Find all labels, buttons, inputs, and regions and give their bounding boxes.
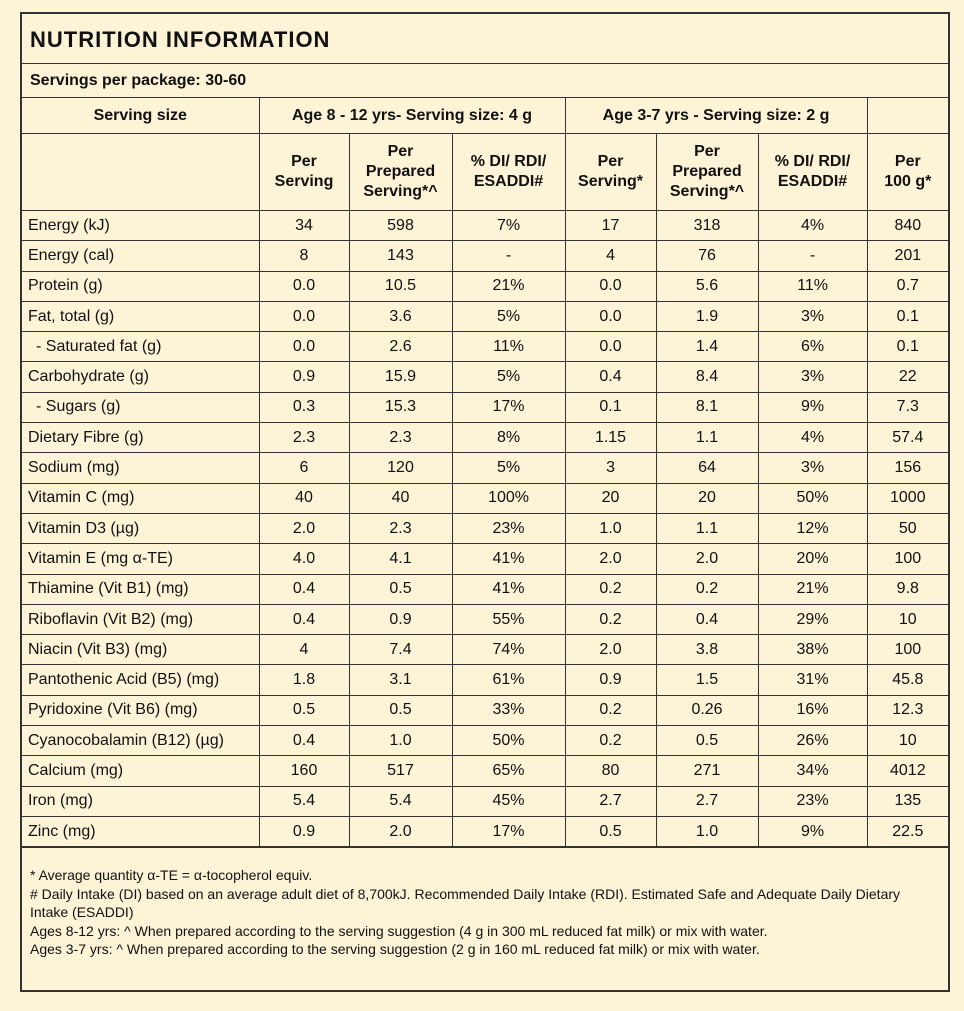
header-line: Per [291,153,317,170]
nutrient-value: 20% [758,544,867,574]
per-serving-3-7-header [565,134,656,211]
nutrient-value: 76 [656,241,758,271]
nutrient-value: 0.1 [565,392,656,422]
table-row [22,211,948,241]
table-row [22,816,948,846]
nutrient-value: 598 [349,211,452,241]
nutrient-value: 17 [565,211,656,241]
nutrient-value: 0.26 [656,695,758,725]
nutrient-label: Iron (mg) [22,786,259,816]
nutrient-value: 156 [867,453,948,483]
servings-per-package: Servings per package: 30-60 [22,64,948,98]
nutrient-value: - [758,241,867,271]
nutrient-value: 0.9 [349,604,452,634]
nutrient-value: 8 [259,241,349,271]
nutrient-value: 20 [656,483,758,513]
nutrient-value: 0.4 [565,362,656,392]
serving-size-header: Serving size [22,98,259,134]
nutrient-value: 0.7 [867,271,948,301]
nutrient-value: 0.5 [349,695,452,725]
nutrient-value: 0.4 [259,574,349,604]
nutrient-value: 57.4 [867,423,948,453]
nutrient-value: 3% [758,453,867,483]
nutrient-value: 55% [452,604,565,634]
nutrient-value: 2.3 [259,423,349,453]
nutrient-value: 9% [758,816,867,846]
header-line: Per [694,143,720,160]
table-row [22,604,948,634]
table-row [22,574,948,604]
nutrient-value: 0.3 [259,392,349,422]
table-row [22,544,948,574]
nutrient-value: 2.0 [565,635,656,665]
nutrient-value: 11% [452,332,565,362]
header-line: Serving*^ [363,183,438,200]
nutrient-value: 4 [259,635,349,665]
nutrient-value: 3% [758,362,867,392]
nutrient-value: 9.8 [867,574,948,604]
header-line: Serving [274,173,334,190]
header-line: Prepared [672,163,742,180]
nutrient-value: 2.7 [656,786,758,816]
nutrient-value: 5.4 [349,786,452,816]
nutrient-value: 64 [656,453,758,483]
nutrient-value: 0.0 [565,271,656,301]
nutrient-value: 3% [758,301,867,331]
di-rdi-esaddi-8-12-header [452,134,565,211]
nutrient-value: 2.0 [565,544,656,574]
nutrient-value: 1.1 [656,423,758,453]
nutrient-value: 318 [656,211,758,241]
nutrient-value: 7% [452,211,565,241]
nutrient-value: 0.5 [565,816,656,846]
nutrient-value: 7.4 [349,635,452,665]
nutrient-value: 40 [259,483,349,513]
footnote-line: Ages 3-7 yrs: ^ When prepared according to the serving suggestion (2 g in 160 mL reduced fat milk) or mix with water. [30,941,760,958]
nutrient-label: Dietary Fibre (g) [22,423,259,453]
nutrient-label: Vitamin D3 (µg) [22,513,259,543]
nutrient-value: 31% [758,665,867,695]
nutrient-value: 65% [452,756,565,786]
nutrient-value: 0.2 [565,574,656,604]
nutrient-value: 12.3 [867,695,948,725]
age-8-12-header: Age 8 - 12 yrs- Serving size: 4 g [259,98,565,134]
table-row [22,423,948,453]
nutrient-value: 1.0 [349,726,452,756]
nutrient-value: 10.5 [349,271,452,301]
table-row [22,756,948,786]
nutrient-label: Carbohydrate (g) [22,362,259,392]
table-row [22,392,948,422]
nutrient-value: 0.2 [656,574,758,604]
nutrient-value: 201 [867,241,948,271]
di-rdi-esaddi-3-7-header [758,134,867,211]
nutrient-value: 1.15 [565,423,656,453]
header-line: Prepared [365,163,436,180]
nutrient-value: 0.0 [259,271,349,301]
per-prepared-serving-3-7-header [656,134,758,211]
nutrient-label: - Saturated fat (g) [22,332,259,362]
nutrient-value: 1000 [867,483,948,513]
footnote-line: # Daily Intake (DI) based on an average adult diet of 8,700kJ. Recommended Daily Intake (RDI). Estimated Safe and Adequate Daily Dietary Intake (ESADDI) [30,885,901,921]
nutrient-value: 4 [565,241,656,271]
nutrient-label: Cyanocobalamin (B12) (µg) [22,726,259,756]
per-prepared-serving-8-12-header [349,134,452,211]
nutrient-value: 2.0 [259,513,349,543]
nutrient-value: 50% [452,726,565,756]
nutrient-value: 271 [656,756,758,786]
header-line: ESADDI# [473,173,544,190]
nutrient-value: 0.1 [867,301,948,331]
nutrient-value: 2.3 [349,513,452,543]
nutrient-value: 1.1 [656,513,758,543]
age-3-7-header: Age 3-7 yrs - Serving size: 2 g [565,98,867,134]
nutrient-label: Pyridoxine (Vit B6) (mg) [22,695,259,725]
nutrient-value: 40 [349,483,452,513]
nutrient-value: 15.3 [349,392,452,422]
nutrient-value: 0.5 [656,726,758,756]
nutrient-value: 34% [758,756,867,786]
nutrient-value: 0.5 [349,574,452,604]
nutrient-label: Vitamin C (mg) [22,483,259,513]
table-row [22,513,948,543]
nutrient-value: 4012 [867,756,948,786]
nutrient-value: 17% [452,816,565,846]
nutrient-value: 1.4 [656,332,758,362]
table-row [22,241,948,271]
nutrient-value: 2.0 [349,816,452,846]
nutrient-value: 16% [758,695,867,725]
nutrient-value: 22.5 [867,816,948,846]
table-row [22,301,948,331]
nutrient-value: 100 [867,544,948,574]
nutrient-value: 100% [452,483,565,513]
nutrient-value: 0.9 [259,362,349,392]
empty-label-header [22,134,259,211]
panel-title: NUTRITION INFORMATION [22,14,948,64]
header-line: Serving*^ [669,183,745,200]
nutrient-value: 29% [758,604,867,634]
nutrient-value: 4.0 [259,544,349,574]
nutrient-value: 840 [867,211,948,241]
nutrient-value: 9% [758,392,867,422]
nutrient-value: 21% [452,271,565,301]
table-row [22,635,948,665]
nutrient-label: Energy (cal) [22,241,259,271]
nutrient-value: 50% [758,483,867,513]
nutrient-label: Zinc (mg) [22,816,259,846]
nutrient-value: - [452,241,565,271]
nutrient-value: 17% [452,392,565,422]
nutrient-value: 0.2 [565,726,656,756]
nutrient-value: 1.9 [656,301,758,331]
nutrient-value: 45% [452,786,565,816]
nutrient-value: 61% [452,665,565,695]
nutrient-value: 0.4 [656,604,758,634]
nutrient-value: 517 [349,756,452,786]
nutrient-value: 3.6 [349,301,452,331]
nutrient-value: 0.9 [565,665,656,695]
table-row [22,665,948,695]
table-row [22,483,948,513]
header-line: ESADDI# [777,173,848,190]
nutrient-value: 45.8 [867,665,948,695]
nutrient-value: 1.8 [259,665,349,695]
footnote-line: Ages 8-12 yrs: ^ When prepared according to the serving suggestion (4 g in 300 mL reduced fat milk) or mix with water. [30,922,768,939]
nutrient-value: 8.4 [656,362,758,392]
table-row [22,786,948,816]
nutrient-value: 0.2 [565,604,656,634]
nutrient-value: 5.6 [656,271,758,301]
nutrient-value: 0.4 [259,604,349,634]
nutrient-value: 3.8 [656,635,758,665]
nutrient-value: 2.0 [656,544,758,574]
nutrient-value: 11% [758,271,867,301]
nutrient-value: 26% [758,726,867,756]
nutrient-value: 20 [565,483,656,513]
nutrient-value: 41% [452,574,565,604]
nutrition-table [22,98,948,847]
nutrient-value: 0.5 [259,695,349,725]
nutrient-value: 120 [349,453,452,483]
nutrient-value: 5% [452,453,565,483]
nutrient-value: 0.0 [565,332,656,362]
nutrient-value: 135 [867,786,948,816]
nutrition-panel [20,12,950,992]
per-100g-header [867,134,948,211]
nutrient-value: 10 [867,604,948,634]
nutrient-label: Riboflavin (Vit B2) (mg) [22,604,259,634]
table-row [22,726,948,756]
nutrient-label: Calcium (mg) [22,756,259,786]
nutrient-value: 41% [452,544,565,574]
table-row [22,453,948,483]
nutrient-label: Protein (g) [22,271,259,301]
nutrient-value: 0.0 [259,332,349,362]
nutrient-value: 1.0 [565,513,656,543]
nutrient-value: 50 [867,513,948,543]
nutrient-value: 74% [452,635,565,665]
nutrient-value: 22 [867,362,948,392]
nutrient-value: 4% [758,423,867,453]
nutrient-value: 80 [565,756,656,786]
nutrient-value: 21% [758,574,867,604]
nutrient-value: 0.9 [259,816,349,846]
nutrient-value: 0.0 [259,301,349,331]
nutrient-label: Energy (kJ) [22,211,259,241]
nutrient-label: Thiamine (Vit B1) (mg) [22,574,259,604]
nutrient-value: 6% [758,332,867,362]
nutrient-value: 1.5 [656,665,758,695]
nutrient-label: Niacin (Vit B3) (mg) [22,635,259,665]
header-line: Per [597,153,624,170]
nutrient-value: 4.1 [349,544,452,574]
header-group-row [22,98,948,134]
nutrient-value: 3 [565,453,656,483]
nutrient-value: 0.4 [259,726,349,756]
nutrient-label: Fat, total (g) [22,301,259,331]
nutrient-value: 12% [758,513,867,543]
header-line: % DI/ RDI/ [774,153,851,170]
nutrient-value: 5% [452,362,565,392]
nutrient-value: 2.3 [349,423,452,453]
table-row [22,332,948,362]
nutrient-value: 5% [452,301,565,331]
footnote-line: * Average quantity α-TE = α-tocopherol equiv. [30,867,313,884]
table-body [22,211,948,847]
header-line: 100 g* [884,173,932,190]
nutrient-value: 15.9 [349,362,452,392]
nutrient-value: 8% [452,423,565,453]
nutrient-value: 143 [349,241,452,271]
nutrient-label: Pantothenic Acid (B5) (mg) [22,665,259,695]
nutrient-value: 1.0 [656,816,758,846]
nutrient-value: 6 [259,453,349,483]
nutrient-value: 160 [259,756,349,786]
nutrient-value: 23% [452,513,565,543]
nutrient-label: Sodium (mg) [22,453,259,483]
nutrient-value: 34 [259,211,349,241]
nutrient-value: 100 [867,635,948,665]
nutrient-value: 0.1 [867,332,948,362]
nutrient-label: Vitamin E (mg α-TE) [22,544,259,574]
nutrient-value: 8.1 [656,392,758,422]
nutrient-label: - Sugars (g) [22,392,259,422]
nutrient-value: 0.0 [565,301,656,331]
header-line: % DI/ RDI/ [470,153,547,170]
nutrient-value: 2.6 [349,332,452,362]
header-line: Per [894,153,921,170]
nutrient-value: 10 [867,726,948,756]
nutrient-value: 0.2 [565,695,656,725]
empty-header-cell [867,98,948,134]
table-row [22,271,948,301]
nutrient-value: 3.1 [349,665,452,695]
table-row [22,362,948,392]
nutrient-value: 23% [758,786,867,816]
nutrient-value: 33% [452,695,565,725]
header-line: Serving* [578,173,643,190]
header-line: Per [387,143,414,160]
nutrient-value: 4% [758,211,867,241]
footnotes [22,847,948,959]
nutrient-value: 7.3 [867,392,948,422]
per-serving-8-12-header [259,134,349,211]
nutrient-value: 5.4 [259,786,349,816]
table-row [22,695,948,725]
nutrient-value: 38% [758,635,867,665]
header-sub-row [22,134,948,211]
nutrient-value: 2.7 [565,786,656,816]
